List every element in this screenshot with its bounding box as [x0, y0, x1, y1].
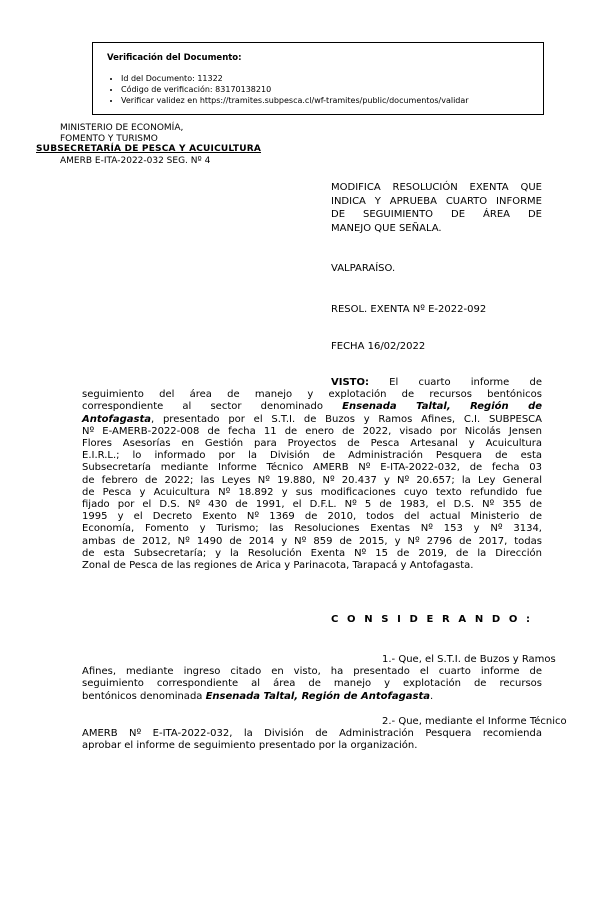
- city: VALPARAÍSO.: [331, 263, 396, 274]
- document-id: • Id del Documento: 11322: [121, 73, 529, 84]
- ministry-line2: FOMENTO Y TURISMO: [60, 134, 158, 144]
- resolution-title: [331, 181, 542, 235]
- ministry-line1: MINISTERIO DE ECONOMÍA,: [60, 123, 184, 133]
- title-line: INDICA Y APRUEBA CUARTO INFORME: [331, 195, 542, 207]
- area-name: Ensenada Taltal, Región de: [342, 401, 543, 413]
- body-line: AMERB Nº E-ITA-2022-032, la División de Administración Pesquera recomienda: [82, 728, 542, 740]
- visto-label: VISTO:: [331, 377, 369, 388]
- verification-list: [107, 73, 529, 106]
- verification-title: Verificación del Documento:: [107, 53, 242, 63]
- paragraph-first-line: 1.- Que, el S.T.I. de Buzos y Ramos: [382, 654, 556, 665]
- body-line: Subsecretaría mediante Informe Técnico AMERB Nº E-ITA-2022-032, de fecha 03: [82, 462, 542, 474]
- body-line: seguimiento del área de manejo y explotación de recursos bentónicos: [82, 389, 542, 401]
- reference-number: AMERB E-ITA-2022-032 SEG. Nº 4: [60, 156, 211, 166]
- body-line: Antofagasta, presentado por el S.T.I. de Buzos y Ramos Afines, C.I. SUBPESCA: [82, 413, 542, 425]
- body-line: bentónicos denominada Ensenada Taltal, Región de Antofagasta.: [82, 690, 434, 702]
- body-line: E.I.R.L.; lo informado por la División de Administración Pesquera de esta: [82, 450, 542, 462]
- body-line: fijado por el D.S. Nº 430 de 1991, el D.F.L. Nº 5 de 1983, el D.S. Nº 355 de: [82, 499, 542, 511]
- title-line: MODIFICA RESOLUCIÓN EXENTA QUE: [331, 182, 542, 193]
- resolution-date: FECHA 16/02/2022: [331, 341, 426, 352]
- body-line: de Pesca y Acuicultura Nº 18.892 y sus modificaciones cuyo texto refundido fue: [82, 486, 542, 498]
- resolution-number: RESOL. EXENTA Nº E-2022-092: [331, 304, 487, 315]
- considerando-heading: C O N S I D E R A N D O :: [331, 614, 533, 625]
- visto-first-line: VISTO: El cuarto informe de: [331, 377, 542, 388]
- subsecretaria-heading: SUBSECRETARÍA DE PESCA Y ACUICULTURA: [36, 144, 262, 154]
- body-line: correspondiente al sector denominado Ensenada Taltal, Región de: [82, 401, 543, 413]
- body-line: Afines, mediante ingreso citado en visto, ha presentado el cuarto informe de: [82, 666, 542, 678]
- body-line: seguimiento correspondiente al área de manejo y explotación de recursos: [82, 678, 542, 690]
- area-name: Ensenada Taltal, Región de Antofagasta: [205, 690, 431, 702]
- verification-code: • Código de verificación: 83170138210: [121, 84, 529, 95]
- visto-paragraph: [82, 377, 542, 572]
- considerando-paragraph-1: [82, 654, 556, 703]
- body-line: Nº E-AMERB-2022-008 de fecha 11 de enero de 2022, visado por Nicolás Jensen: [82, 425, 542, 437]
- verification-box: [92, 42, 544, 115]
- body-line: Economía, Fomento y Turismo; las Resoluciones Exentas Nº 153 y Nº 3134,: [82, 523, 542, 535]
- body-line: aprobar el informe de seguimiento presentado por la organización.: [82, 740, 418, 752]
- body-line: de febrero de 2022; las Leyes Nº 19.880, Nº 20.437 y Nº 20.657; la Ley General: [82, 474, 542, 486]
- verification-link[interactable]: • Verificar validez en https://tramites.subpesca.cl/wf-tramites/public/documentos/validar: [121, 95, 529, 106]
- considerando-paragraph-2: [82, 716, 567, 753]
- title-line: MANEJO QUE SEÑALA.: [331, 222, 442, 234]
- body-line: de esta Subsecretaría; y la Resolución Exenta Nº 15 de 2019, de la Dirección: [82, 547, 542, 559]
- paragraph-first-line: 2.- Que, mediante el Informe Técnico: [382, 716, 567, 727]
- body-line: Zonal de Pesca de las regiones de Arica y Parinacota, Tarapacá y Antofagasta.: [82, 560, 474, 572]
- body-line: ambas de 2012, Nº 1490 de 2014 y Nº 859 de 2015, y Nº 2796 de 2017, todas: [82, 535, 542, 547]
- body-line: Flores Asesorías en Gestión para Proyectos de Pesca Artesanal y Acuicultura: [82, 438, 542, 450]
- body-line: 1995 y el Decreto Exento Nº 1369 de 2010, todos del actual Ministerio de: [82, 511, 542, 523]
- title-line: DE SEGUIMIENTO DE ÁREA DE: [331, 209, 542, 220]
- region-name: Antofagasta: [82, 413, 151, 425]
